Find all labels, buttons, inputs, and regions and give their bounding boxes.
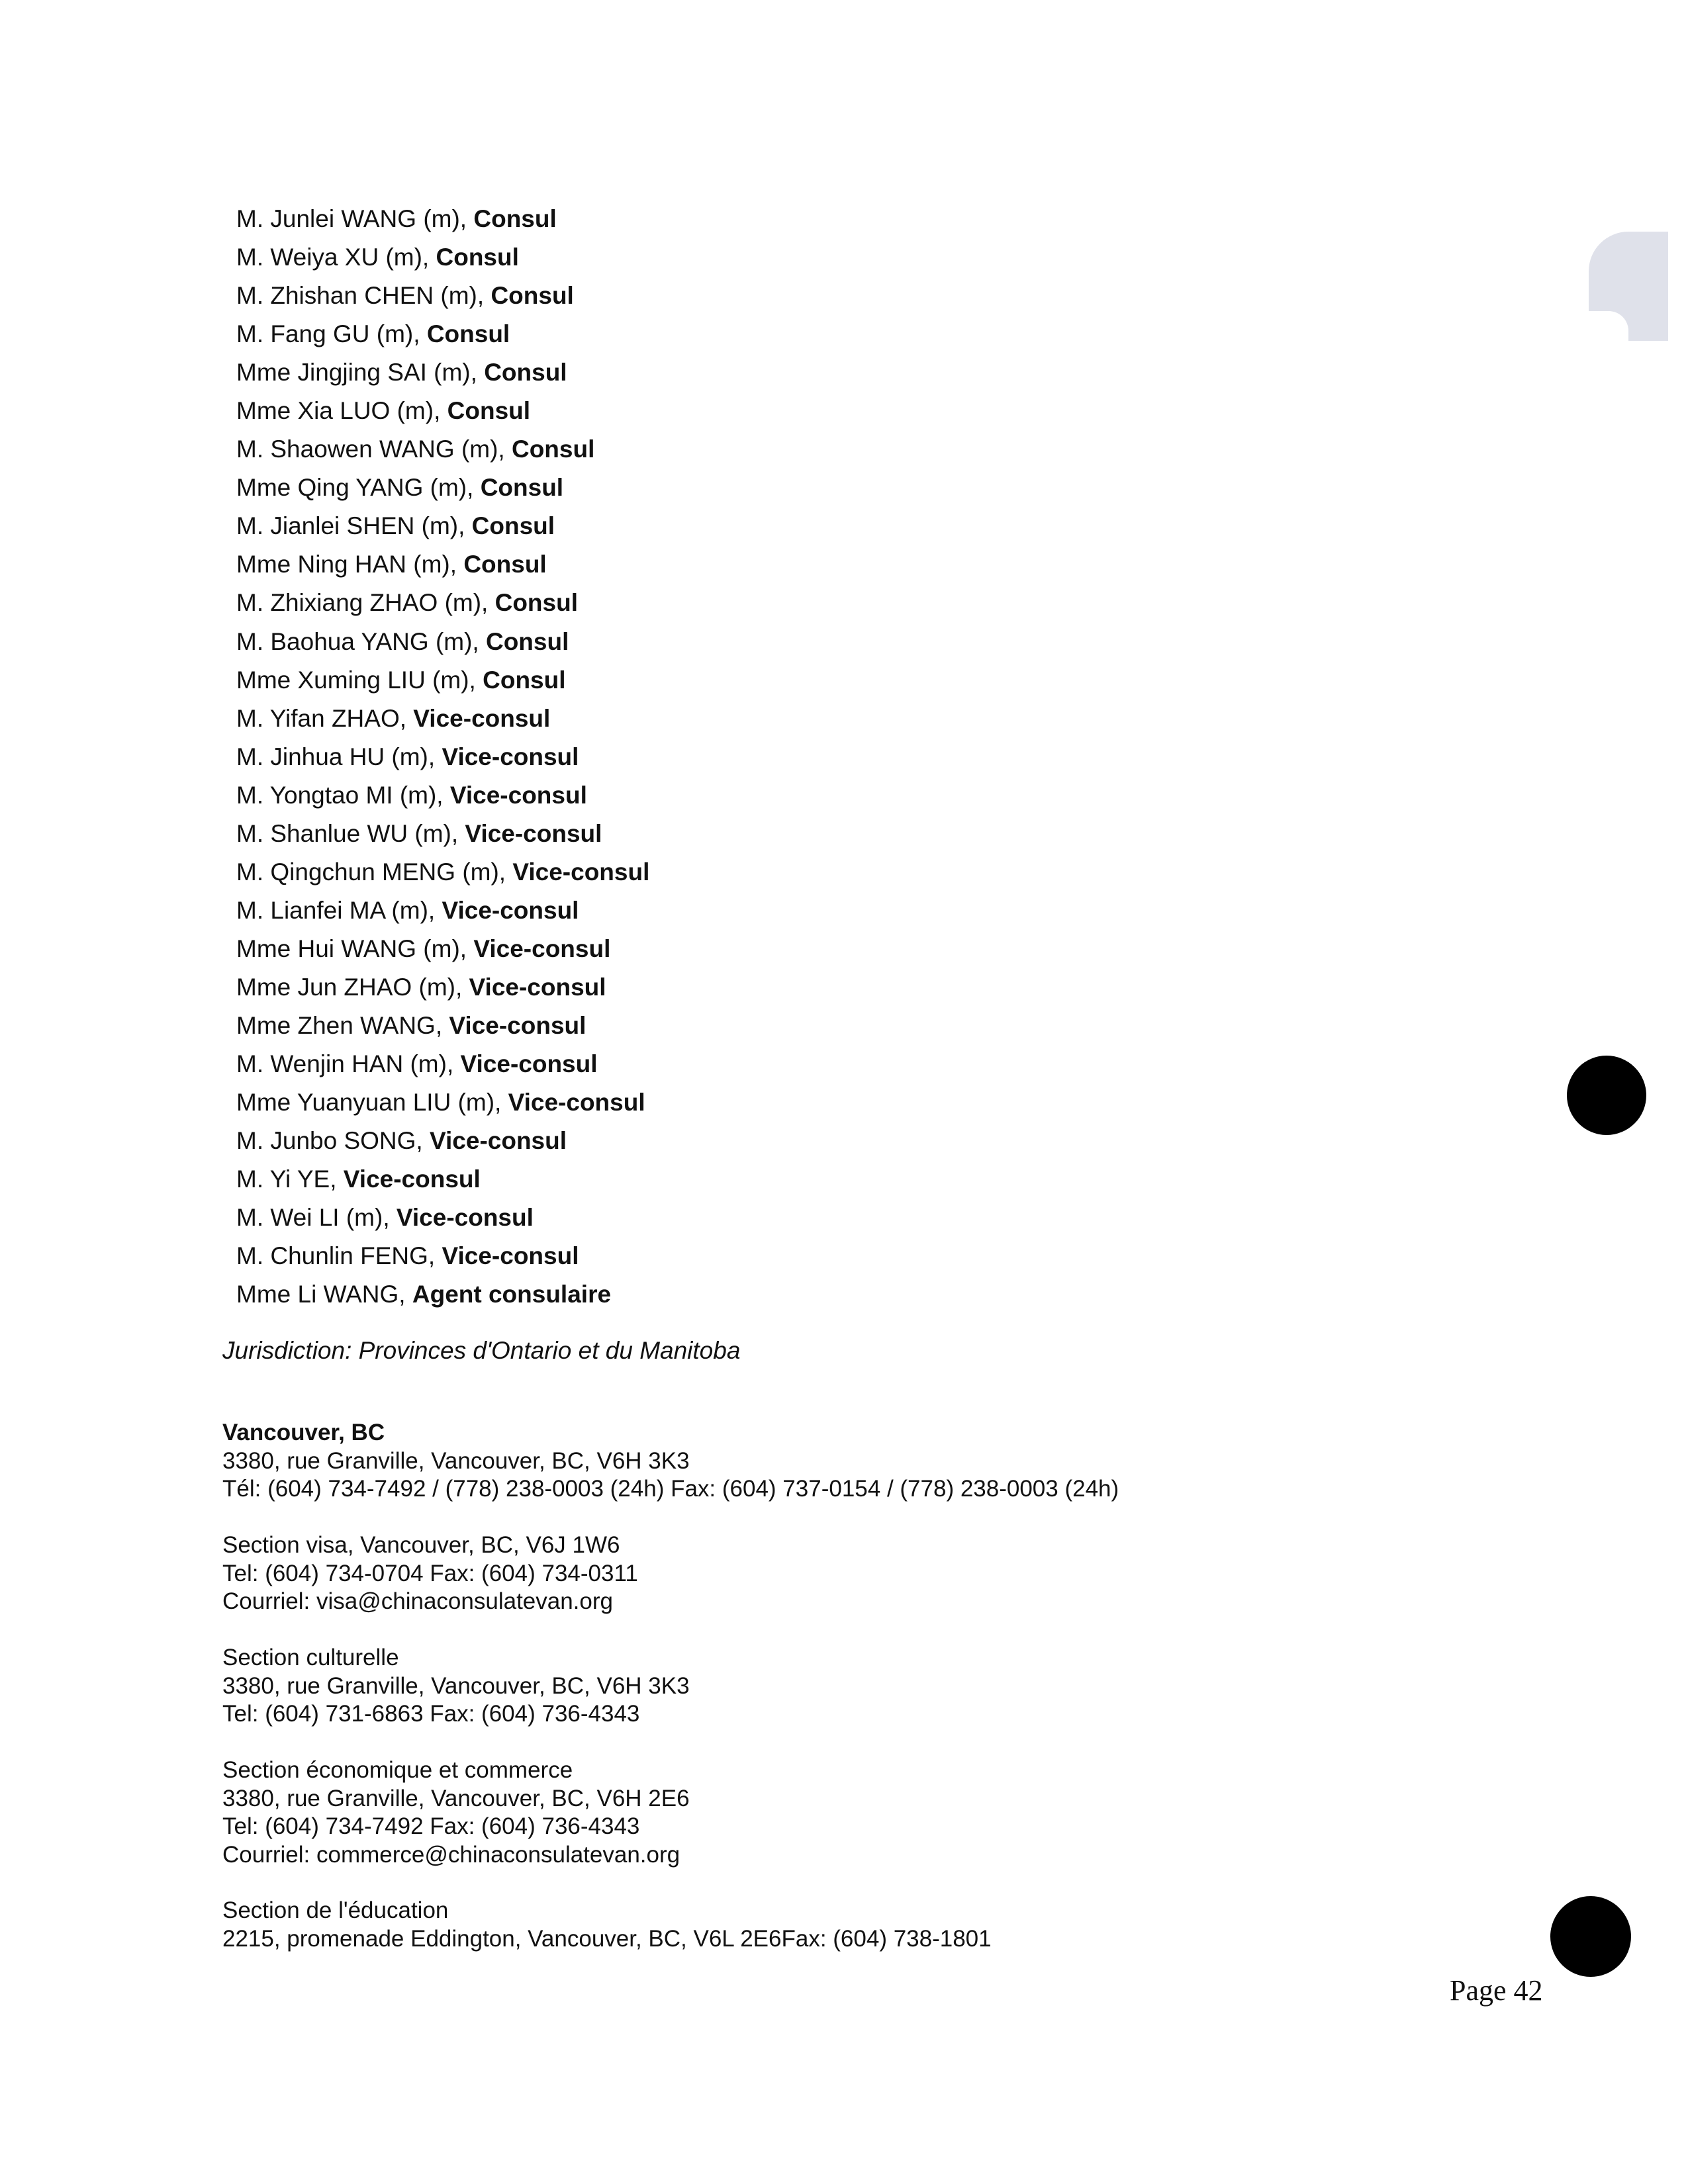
staff-title: Consul [473, 205, 557, 232]
staff-entry [236, 738, 649, 776]
visa-section-block [222, 1531, 1480, 1616]
staff-title: Consul [511, 435, 595, 463]
staff-title: Vice-consul [442, 1242, 579, 1270]
staff-title: Vice-consul [413, 704, 551, 732]
staff-entry [236, 507, 649, 545]
staff-title: Consul [494, 589, 578, 617]
culture-section-phones: Tel: (604) 731-6863 Fax: (604) 736-4343 [222, 1701, 640, 1727]
staff-entry [236, 700, 649, 738]
staff-name: M. Zhishan CHEN (m), [236, 282, 491, 310]
staff-entry [236, 776, 649, 815]
staff-name: M. Fang GU (m), [236, 320, 427, 348]
staff-title: Consul [485, 627, 569, 655]
punch-hole [1567, 1056, 1646, 1135]
staff-title: Consul [491, 282, 574, 310]
staff-title: Consul [484, 359, 567, 387]
staff-entry [236, 200, 649, 238]
staff-entry [236, 353, 649, 392]
staff-name: M. Shanlue WU (m), [236, 819, 465, 847]
staff-name: M. Qingchun MENG (m), [236, 858, 513, 886]
staff-name: M. Shaowen WANG (m), [236, 435, 512, 463]
staff-entry [236, 315, 649, 353]
staff-entry [236, 277, 649, 315]
staff-name: M. Wenjin HAN (m), [236, 1050, 461, 1078]
staff-title: Vice-consul [442, 743, 579, 770]
staff-entry [236, 584, 649, 622]
staff-title: Vice-consul [460, 1050, 598, 1078]
staff-entry [236, 1007, 649, 1045]
staff-title: Consul [471, 512, 555, 540]
staff-name: M. Junlei WANG (m), [236, 205, 474, 232]
culture-section-title: Section culturelle [222, 1645, 399, 1670]
staff-title: Vice-consul [473, 934, 611, 962]
staff-title: Vice-consul [508, 1089, 645, 1116]
staff-name: Mme Yuanyuan LIU (m), [236, 1089, 508, 1116]
staff-title: Vice-consul [449, 781, 587, 809]
staff-entry [236, 1045, 649, 1083]
staff-name: M. Jianlei SHEN (m), [236, 512, 472, 540]
staff-title: Vice-consul [343, 1165, 481, 1193]
staff-title: Agent consulaire [412, 1281, 612, 1308]
staff-name: Mme Qing YANG (m), [236, 474, 481, 502]
staff-title: Vice-consul [465, 819, 602, 847]
economic-section-block [222, 1756, 1480, 1869]
staff-entry [236, 891, 649, 930]
staff-entry [236, 1083, 649, 1122]
staff-name: M. Yi YE, [236, 1165, 344, 1193]
education-section-address: 2215, promenade Eddington, Vancouver, BC, V6L 2E6Fax: (604) 738-1801 [222, 1925, 992, 1952]
staff-name: M. Jinhua HU (m), [236, 743, 442, 770]
staff-name: Mme Xia LUO (m), [236, 397, 447, 425]
economic-section-title: Section économique et commerce [222, 1757, 573, 1783]
staff-entry [236, 238, 649, 277]
staff-name: M. Yifan ZHAO, [236, 704, 414, 732]
staff-entry [236, 469, 649, 507]
education-section-title: Section de l'éducation [222, 1897, 449, 1923]
staff-name: Mme Hui WANG (m), [236, 934, 474, 962]
staff-title: Consul [447, 397, 531, 425]
staff-name: M. Baohua YANG (m), [236, 627, 486, 655]
page-number: Page 42 [1450, 1974, 1543, 2007]
economic-section-email: Courriel: commerce@chinaconsulatevan.org [222, 1841, 680, 1868]
staff-entry [236, 392, 649, 430]
staff-title: Vice-consul [512, 858, 650, 886]
culture-section-address: 3380, rue Granville, Vancouver, BC, V6H 3K3 [222, 1672, 690, 1699]
staff-name: M. Yongtao MI (m), [236, 781, 450, 809]
punch-hole [1550, 1896, 1631, 1977]
staff-name: Mme Zhen WANG, [236, 1011, 449, 1039]
staff-title: Consul [426, 320, 510, 348]
visa-section-email: Courriel: visa@chinaconsulatevan.org [222, 1588, 613, 1614]
staff-name: Mme Li WANG, [236, 1281, 412, 1308]
staff-entry [236, 1237, 649, 1275]
staff-title: Consul [463, 551, 547, 578]
economic-section-phones: Tel: (604) 734-7492 Fax: (604) 736-4343 [222, 1813, 640, 1839]
staff-title: Vice-consul [396, 1204, 534, 1232]
culture-section-block [222, 1644, 1480, 1729]
staff-name: M. Wei LI (m), [236, 1204, 397, 1232]
staff-title: Vice-consul [449, 1011, 586, 1039]
education-section-block [222, 1897, 1480, 1953]
staff-entry [236, 1275, 649, 1314]
staff-entry [236, 1199, 649, 1237]
staff-entry [236, 545, 649, 584]
vancouver-phones: Tél: (604) 734-7492 / (778) 238-0003 (24h) Fax: (604) 737-0154 / (778) 238-0003 (24h) [222, 1476, 1119, 1502]
staff-entry [236, 968, 649, 1007]
staff-name: M. Zhixiang ZHAO (m), [236, 589, 495, 617]
staff-entry [236, 853, 649, 891]
staff-title: Vice-consul [442, 896, 579, 924]
staff-name: M. Chunlin FENG, [236, 1242, 442, 1270]
visa-section-phones: Tel: (604) 734-0704 Fax: (604) 734-0311 [222, 1560, 638, 1586]
staff-name: M. Weiya XU (m), [236, 244, 436, 271]
economic-section-address: 3380, rue Granville, Vancouver, BC, V6H 2E6 [222, 1785, 690, 1811]
staff-entry [236, 623, 649, 661]
staff-name: Mme Ning HAN (m), [236, 551, 464, 578]
staff-list [236, 200, 649, 1314]
staff-title: Consul [480, 474, 564, 502]
staff-entry [236, 1160, 649, 1199]
staff-entry [236, 661, 649, 700]
staff-name: Mme Jingjing SAI (m), [236, 359, 485, 387]
staff-title: Vice-consul [469, 973, 606, 1001]
staff-entry [236, 430, 649, 469]
staff-entry [236, 1122, 649, 1160]
staff-entry [236, 930, 649, 968]
staff-name: Mme Xuming LIU (m), [236, 666, 483, 694]
staff-name: M. Junbo SONG, [236, 1127, 430, 1155]
staff-name: M. Lianfei MA (m), [236, 896, 442, 924]
staff-name: Mme Jun ZHAO (m), [236, 973, 469, 1001]
vancouver-consulate-block [222, 1419, 1480, 1504]
visa-section-title: Section visa, Vancouver, BC, V6J 1W6 [222, 1532, 620, 1558]
staff-title: Consul [483, 666, 566, 694]
vancouver-address: 3380, rue Granville, Vancouver, BC, V6H 3K3 [222, 1447, 690, 1474]
staff-entry [236, 815, 649, 853]
staff-title: Consul [436, 244, 519, 271]
staff-title: Vice-consul [430, 1127, 567, 1155]
jurisdiction-note: Jurisdiction: Provinces d'Ontario et du Manitoba [222, 1337, 741, 1364]
vancouver-heading: Vancouver, BC [222, 1420, 385, 1445]
